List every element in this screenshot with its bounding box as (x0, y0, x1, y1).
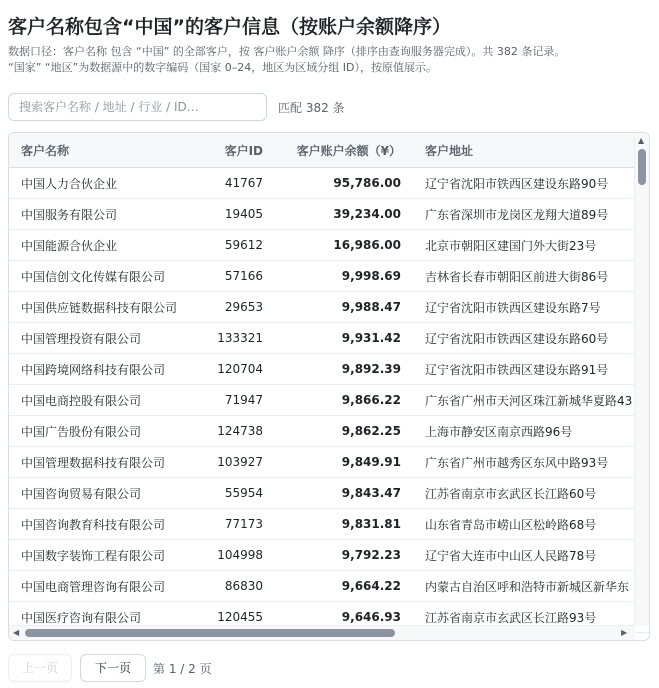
cell-customer-id: 71947 (205, 385, 275, 416)
cell-customer-address: 广东省广州市越秀区东风中路93号 (413, 447, 649, 478)
next-page-button[interactable]: 下一页 (80, 654, 146, 682)
cell-customer-id: 41767 (205, 168, 275, 199)
cell-customer-address: 广东省广州市天河区珠江新城华夏路43 (413, 385, 649, 416)
scroll-left-icon[interactable]: ◀ (13, 628, 20, 637)
cell-customer-id: 86830 (205, 571, 275, 602)
cell-customer-address: 江苏省南京市玄武区长江路60号 (413, 478, 649, 509)
cell-customer-name: 中国医疗咨询有限公司 (9, 602, 205, 633)
horizontal-scrollbar[interactable] (9, 625, 635, 640)
cell-account-balance: 9,931.42 (275, 323, 413, 354)
cell-account-balance: 95,786.00 (275, 168, 413, 199)
scroll-up-icon[interactable]: ▲ (638, 136, 645, 145)
customer-table-container[interactable] (8, 132, 650, 641)
cell-customer-name: 中国信创文化传媒有限公司 (9, 261, 205, 292)
page-indicator: 第 1 / 2 页 (153, 662, 212, 676)
cell-customer-id: 55954 (205, 478, 275, 509)
cell-account-balance: 9,646.93 (275, 602, 413, 633)
match-count: 匹配 382 条 (278, 101, 345, 115)
cell-customer-address: 北京市朝阳区建国门外大街23号 (413, 230, 649, 261)
cell-customer-id: 29653 (205, 292, 275, 323)
cell-account-balance: 9,862.25 (275, 416, 413, 447)
vertical-scroll-thumb[interactable] (638, 149, 646, 185)
cell-account-balance: 9,843.47 (275, 478, 413, 509)
table-header-row (9, 133, 649, 168)
cell-customer-address: 辽宁省大连市中山区人民路78号 (413, 540, 649, 571)
cell-customer-address: 上海市静安区南京西路96号 (413, 416, 649, 447)
cell-customer-name: 中国跨境网络科技有限公司 (9, 354, 205, 385)
cell-customer-name: 中国咨询教育科技有限公司 (9, 509, 205, 540)
cell-customer-id: 59612 (205, 230, 275, 261)
cell-customer-address: 山东省青岛市崂山区松岭路68号 (413, 509, 649, 540)
table-row[interactable] (9, 168, 649, 199)
cell-customer-id: 104998 (205, 540, 275, 571)
table-body (9, 168, 649, 633)
table-row[interactable] (9, 292, 649, 323)
cell-account-balance: 9,792.23 (275, 540, 413, 571)
cell-customer-name: 中国管理数据科技有限公司 (9, 447, 205, 478)
header-name[interactable]: 客户名称 (9, 133, 205, 168)
cell-account-balance: 9,988.47 (275, 292, 413, 323)
table-row[interactable] (9, 261, 649, 292)
header-balance[interactable]: 客户账户余额（¥） (275, 133, 413, 168)
cell-customer-name: 中国供应链数据科技有限公司 (9, 292, 205, 323)
cell-customer-name: 中国人力合伙企业 (9, 168, 205, 199)
cell-customer-address: 内蒙古自治区呼和浩特市新城区新华东 (413, 571, 649, 602)
horizontal-scroll-thumb[interactable] (25, 629, 395, 637)
cell-account-balance: 39,234.00 (275, 199, 413, 230)
cell-customer-id: 57166 (205, 261, 275, 292)
table-row[interactable] (9, 540, 649, 571)
cell-customer-name: 中国电商管理咨询有限公司 (9, 571, 205, 602)
cell-customer-address: 吉林省长春市朝阳区前进大街86号 (413, 261, 649, 292)
cell-customer-address: 辽宁省沈阳市铁西区建设东路91号 (413, 354, 649, 385)
table-row[interactable] (9, 323, 649, 354)
cell-customer-id: 120704 (205, 354, 275, 385)
cell-customer-address: 辽宁省沈阳市铁西区建设东路7号 (413, 292, 649, 323)
description-line-2: “国家” “地区”为数据源中的数字编码（国家 0–24，地区为区域分组 ID），按原值展示。 (8, 61, 437, 74)
table-row[interactable] (9, 571, 649, 602)
cell-customer-id: 124738 (205, 416, 275, 447)
table-row[interactable] (9, 199, 649, 230)
table-row[interactable] (9, 447, 649, 478)
cell-customer-name: 中国电商控股有限公司 (9, 385, 205, 416)
cell-customer-id: 103927 (205, 447, 275, 478)
header-id[interactable]: 客户ID (205, 133, 275, 168)
cell-customer-id: 120455 (205, 602, 275, 633)
vertical-scrollbar[interactable] (634, 133, 649, 626)
cell-customer-address: 广东省深圳市龙岗区龙翔大道89号 (413, 199, 649, 230)
table-row[interactable] (9, 478, 649, 509)
table-row[interactable] (9, 416, 649, 447)
cell-account-balance: 9,831.81 (275, 509, 413, 540)
table-row[interactable] (9, 509, 649, 540)
cell-customer-address: 江苏省南京市玄武区长江路93号 (413, 602, 649, 633)
cell-customer-name: 中国咨询贸易有限公司 (9, 478, 205, 509)
cell-customer-name: 中国服务有限公司 (9, 199, 205, 230)
customer-table (9, 133, 649, 633)
cell-customer-name: 中国管理投资有限公司 (9, 323, 205, 354)
cell-customer-id: 19405 (205, 199, 275, 230)
search-input[interactable] (8, 93, 267, 121)
description-line-1: 数据口径：客户名称 包含 “中国” 的全部客户，按 客户账户余额 降序（排序由查询服务器完成）。共 382 条记录。 (8, 45, 566, 58)
table-row[interactable] (9, 354, 649, 385)
cell-customer-address: 辽宁省沈阳市铁西区建设东路60号 (413, 323, 649, 354)
cell-account-balance: 16,986.00 (275, 230, 413, 261)
cell-account-balance: 9,849.91 (275, 447, 413, 478)
cell-customer-id: 77173 (205, 509, 275, 540)
scroll-right-icon[interactable]: ▶ (621, 628, 628, 637)
page-title: 客户名称包含“中国”的客户信息（按账户余额降序） (8, 16, 451, 38)
cell-account-balance: 9,998.69 (275, 261, 413, 292)
prev-page-button[interactable]: 上一页 (8, 654, 72, 682)
table-row[interactable] (9, 385, 649, 416)
cell-customer-name: 中国数字装饰工程有限公司 (9, 540, 205, 571)
data-description (8, 44, 653, 76)
cell-customer-address: 辽宁省沈阳市铁西区建设东路90号 (413, 168, 649, 199)
cell-customer-name: 中国广告股份有限公司 (9, 416, 205, 447)
cell-account-balance: 9,866.22 (275, 385, 413, 416)
header-address[interactable]: 客户地址 (413, 133, 649, 168)
cell-account-balance: 9,892.39 (275, 354, 413, 385)
table-row[interactable] (9, 230, 649, 261)
cell-customer-name: 中国能源合伙企业 (9, 230, 205, 261)
cell-customer-id: 133321 (205, 323, 275, 354)
cell-account-balance: 9,664.22 (275, 571, 413, 602)
